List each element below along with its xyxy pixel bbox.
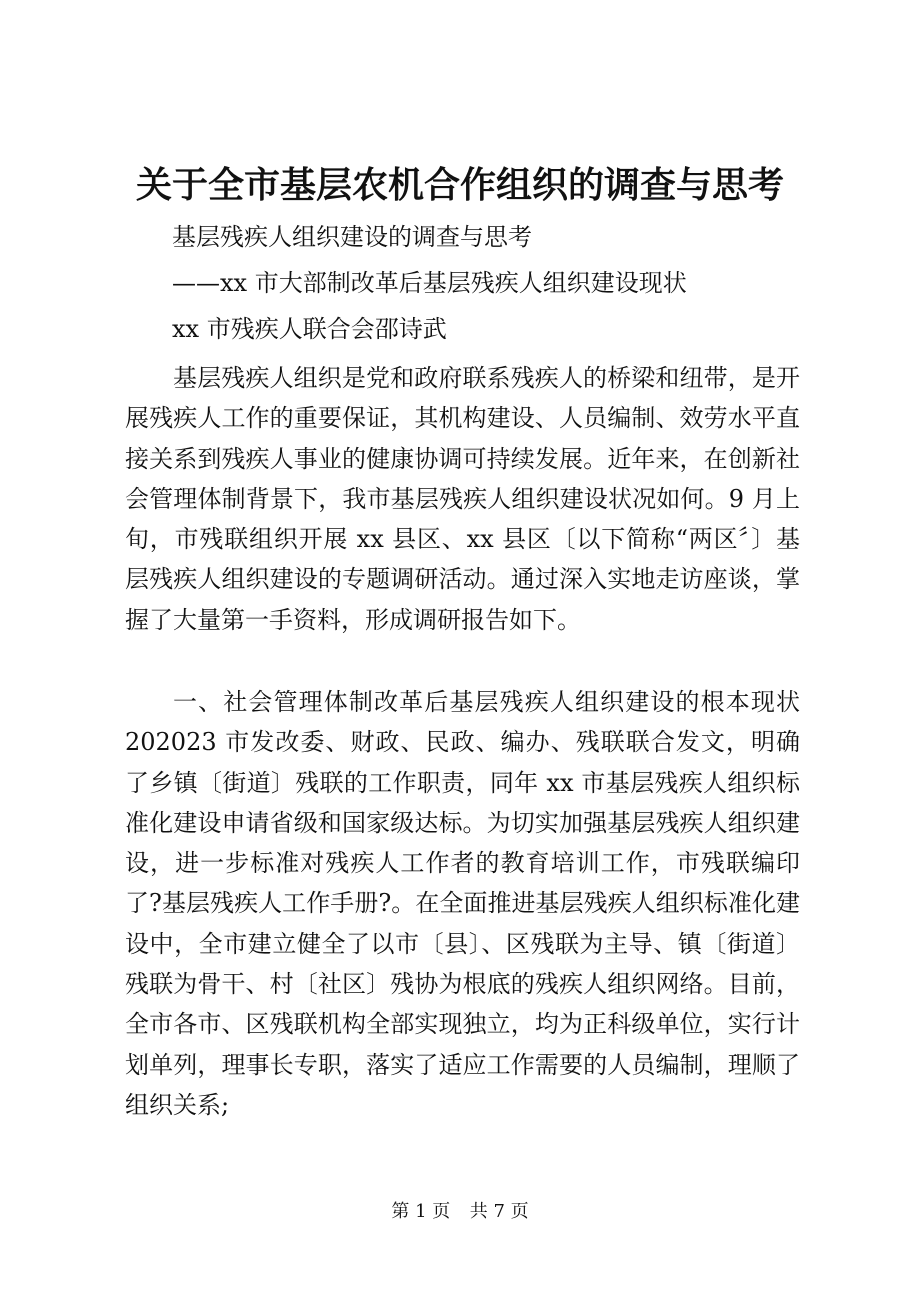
document-subtitle: 基层残疾人组织建设的调查与思考 — [172, 223, 532, 251]
page-total: 共 7 页 — [469, 1201, 529, 1222]
paragraph-intro: 基层残疾人组织是党和政府联系残疾人的桥梁和纽带，是开展残疾人工作的重要保证，其机构建设、人员编制、效劳水平直接关系到残疾人事业的健康协调可持续发展。近年来，在创新社会管理体制背景下，我市基层残疾人组织建设状况如何。9 月上旬，市残联组织开展 xx 县区、xx 县区〔以下简称“两区〞〕基层残疾人组织建设的专题调研活动。通过深入实地走访座谈，掌握了大量第一手资料，形成调研报告如下。 — [125, 364, 800, 634]
page-number: 第 1 页 — [391, 1201, 451, 1222]
document-subtitle-2: ——xx 市大部制改革后基层残疾人组织建设现状 — [172, 269, 687, 297]
document-title: 关于全市基层农机合作组织的调查与思考 — [135, 164, 784, 206]
document-author: xx 市残疾人联合会邵诗武 — [172, 315, 447, 343]
page-footer — [0, 1200, 920, 1224]
paragraph-section-1: 一、社会管理体制改革后基层残疾人组织建设的根本现状 202023 市发改委、财政、民政、编办、残联联合发文，明确了乡镇〔街道〕残联的工作职责，同年 xx 市基层残疾人组织标准化建设申请省级和国家级达标。为切实加强基层残疾人组织建设，进一步标准对残疾人工作者的教育培训工作，市残联编印了?基层残疾人工作手册?。在全面推进基层残疾人组织标准化建设中，全市建立健全了以市〔县〕、区残联为主导、镇〔街道〕残联为骨干、村〔社区〕残协为根底的残疾人组织网络。目前，全市各市、区残联机构全部实现独立，均为正科级单位，实行计划单列，理事长专职，落实了适应工作需要的人员编制，理顺了组织关系; — [125, 688, 800, 1119]
